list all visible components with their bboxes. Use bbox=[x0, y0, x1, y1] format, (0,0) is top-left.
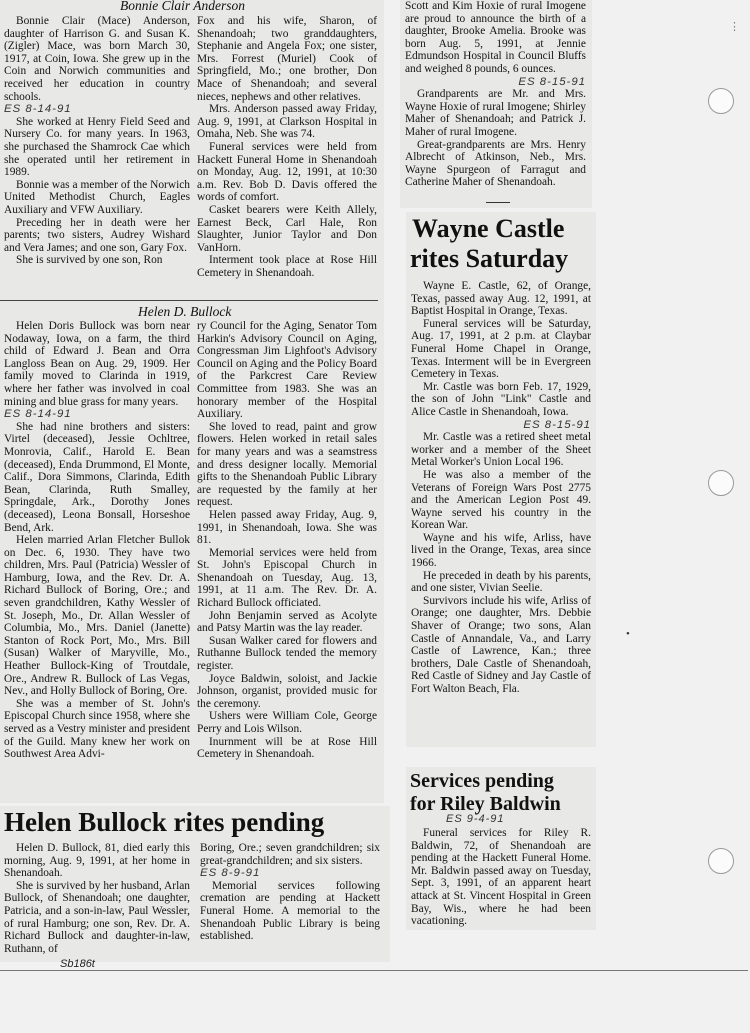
paragraph: Mr. Castle was a retired sheet metal worker and a member of the Sheet Metal Worker's Union Local 196. bbox=[411, 431, 591, 469]
paragraph: Funeral services were held from Hackett Funeral Home in Shenandoah on Monday, Aug. 12, 1991, at 10:30 a.m. Rev. Bob D. Davis offered the words of comfort. bbox=[197, 140, 377, 204]
text-column-right bbox=[197, 15, 377, 295]
clipping-riley-baldwin bbox=[406, 767, 596, 930]
paragraph: She was a member of St. John's Episcopal Church since 1958, where she served as a Vestry minister and president of the Guild. Many knew her work on Southwest Area Advi- bbox=[4, 697, 190, 761]
separator-dash bbox=[486, 202, 510, 203]
paragraph: Helen married Arlan Fletcher Bullok on Dec. 6, 1930. They have two children, Mrs. Paul (Patricia) Wessler of Hamburg, Iowa, and the Rev. Dr. A. Richard Bullock of Boring, Ore.; and seven grandchildren, Kathy Wessler of St. Joseph, Mo., Dr. Allan Wessler of Columbia, Mo., Mrs. Daniel (Janette) Stanton of Rock Port, Mo., Mrs. Bill (Susan) Walker of Maryville, Mo., Heather Bullock-King of Troutdale, Ore., Andrew R. Bullock of Las Vegas, Nev., and Holly Bullock of Boring, Ore. bbox=[4, 534, 190, 698]
paragraph: Casket bearers were Keith Allely, Earnest Beck, Carl Hale, Ron Slaughter, Junior Taylor and Don VanHorn. bbox=[197, 203, 377, 254]
paragraph: Bonnie Clair (Mace) Anderson, daughter of Harrison G. and Susan K. (Zigler) Mace, was born March 30, 1917, at Coin, Iowa. She grew up in the Coin and Norwich communities and received her education in country schools. bbox=[4, 15, 190, 103]
paragraph: Interment took place at Rose Hill Cemetery in Shenandoah. bbox=[197, 254, 377, 279]
paragraph: She is survived by her husband, Arlan Bullock, of Shenandoah; one daughter, Patricia, and a son-in-law, Paul Wessler, of rural Hamburg; one son, Rev. Dr. A. Richard Bullock and daughter-in-law, Ruthann, of bbox=[4, 879, 190, 955]
paragraph: Inurnment will be at Rose Hill Cemetery in Shenandoah. bbox=[197, 735, 377, 761]
paragraph: Boring, Ore.; seven grandchildren; six great-grandchildren; and six sisters. bbox=[200, 842, 380, 867]
speck-mark: • bbox=[626, 628, 630, 640]
handwritten-date: ES 8-14-91 bbox=[4, 103, 72, 116]
paragraph: Funeral services will be Saturday, Aug. 17, 1991, at 2 p.m. at Claybar Funeral Home Chapel in Orange, Texas. Interment will be in Evergreen Cemetery in Texas. bbox=[411, 317, 591, 381]
binder-hole-bottom bbox=[708, 848, 734, 874]
handwritten-reference: Sb186t bbox=[60, 958, 95, 970]
paragraph: He was also a member of the Veterans of Foreign Wars Post 2775 and the American Legion Post 49. Wayne served his country in the Korean War. bbox=[411, 468, 591, 532]
clipping-hoxie-birth bbox=[400, 0, 592, 208]
paragraph: She is survived by one son, Ron bbox=[16, 254, 163, 267]
text-column-right bbox=[200, 842, 380, 960]
divider-rule bbox=[0, 300, 378, 301]
paragraph: He preceded in death by his parents, and one sister, Vivian Seelie. bbox=[411, 569, 591, 595]
text-column-right bbox=[197, 320, 377, 800]
paragraph: Grandparents are Mr. and Mrs. Wayne Hoxie of rural Imogene; Shirley Maher of Shenandoah; and Patrick J. Maher of rural Imogene. bbox=[405, 88, 586, 138]
paragraph: Joyce Baldwin, soloist, and Jackie Johnson, organist, provided music for the ceremony. bbox=[197, 672, 377, 710]
obituary-title: Bonnie Clair Anderson bbox=[120, 0, 246, 13]
handwritten-date: ES 9-4-91 bbox=[446, 813, 505, 825]
binder-hole-top bbox=[708, 88, 734, 114]
clipping-wayne-castle bbox=[406, 212, 596, 747]
clipping-bonnie-anderson bbox=[0, 0, 384, 298]
paragraph: Helen Doris Bullock was born near Nodaway, Iowa, on a farm, the third child of Edward J. Bean and Orra Langloss Bean on Aug. 29, 1909. Her family moved to Clarinda in 1919, where her father was involved in coal mining and blue grass for many years. bbox=[4, 320, 190, 408]
paragraph: Fox and his wife, Sharon, of Shenandoah; two granddaughters, Stephanie and Angela Fox; one sister, Mrs. Forrest (Muriel) Cook of Springfield, Mo.; one brother, Don Mace of Shenandoah; and several nieces, nephews and other relatives. bbox=[197, 15, 377, 103]
obituary-title: Helen D. Bullock bbox=[138, 304, 232, 319]
text-column-left bbox=[4, 320, 190, 800]
paragraph: Memorial services following cremation are pending at Hackett Funeral Home. A memorial to the Shenandoah Public Library is being established. bbox=[200, 879, 380, 943]
binder-hole-middle bbox=[708, 470, 734, 496]
page-edge-mark: ⋮ bbox=[729, 21, 740, 33]
headline: rites Saturday bbox=[410, 244, 569, 273]
paragraph: Preceding her in death were her parents; two sisters, Audrey Wishard and Vera James; and one son, Gary Fox. bbox=[4, 216, 190, 254]
handwritten-date: ES 8-15-91 bbox=[518, 75, 586, 88]
handwritten-date: ES 8-9-91 bbox=[200, 867, 261, 880]
paragraph: Bonnie was a member of the Norwich United Methodist Church, Eagles Auxiliary and VFW Auxiliary. bbox=[4, 178, 190, 216]
paragraph: She worked at Henry Field Seed and Nursery Co. for many years. In 1963, she purchased the Shamrock Cae which she operated until her retirement in 1989. bbox=[4, 115, 190, 179]
handwritten-date: ES 8-14-91 bbox=[4, 408, 72, 421]
paragraph: Mr. Castle was born Feb. 17, 1929, the son of John "Link" Castle and Alice Castle in Shenandoah, Iowa. bbox=[411, 380, 591, 418]
headline: Helen Bullock rites pending bbox=[4, 807, 325, 837]
text-column-left bbox=[4, 842, 190, 960]
paragraph: Memorial services were held from St. John's Episcopal Church in Shenandoah on Tuesday, Aug. 13, 1991, at 11 a.m. The Rev. Dr. A. Richard Bullock officiated. bbox=[197, 546, 377, 610]
paragraph: Susan Walker cared for flowers and Ruthanne Bullock tended the memory register. bbox=[197, 634, 377, 673]
paragraph: Ushers were William Cole, George Perry and Lois Wilson. bbox=[197, 710, 377, 735]
text-column bbox=[411, 280, 591, 745]
paragraph: She had nine brothers and sisters: Virtel (deceased), Jessie Ochltree, Monrovia, Calif., Harold E. Bean (deceased), Enda Drummond, El Monte, Calif., Dora Simmons, Clarinda, Edith Bean, Clarinda, Ruth Smalley, Springdale, Ark., Dorothy Jones (deceased), Leona Bonsall, Horseshoe Bend, Ark. bbox=[4, 420, 190, 534]
paragraph: Survivors include his wife, Arliss of Orange; one daughter, Mrs. Debbie Shaver of Orange; two sons, Alan Castle of Annandale, Va., and Larry Castle of Lawrence, Kan.; three brothers, Dale Castle of Shenandoah, Red Castle of Sidney and Jay Castle of Fort Walton Beach, Fla. bbox=[411, 594, 591, 695]
text-column-left bbox=[4, 15, 190, 295]
page-bottom-edge bbox=[0, 970, 748, 971]
paragraph: Wayne E. Castle, 62, of Orange, Texas, passed away Aug. 12, 1991, at Baptist Hospital in Orange, Texas. bbox=[411, 280, 591, 318]
paragraph: ry Council for the Aging, Senator Tom Harkin's Advisory Council on Aging, Congressman Jim Lighfoot's Advisory Council on Aging and the Policy Board of the Parkcrest Care Review Committee from 1983. She was an honorary member of the Hospital Auxiliary. bbox=[197, 320, 377, 421]
text-column bbox=[411, 827, 591, 927]
paragraph: Great-grandparents are Mrs. Henry Albrecht of Atkinson, Neb., Mrs. Wayne Spurgeon of Farragut and Catherine Maher of Shenandoah. bbox=[405, 138, 586, 189]
text-column bbox=[405, 0, 586, 196]
paragraph: Helen passed away Friday, Aug. 9, 1991, in Shenandoah, Iowa. She was 81. bbox=[197, 508, 377, 547]
paragraph: Scott and Kim Hoxie of rural Imogene are proud to announce the birth of a daughter, Brooke Amelia. Brooke was born Aug. 5, 1991, at Jennie Edmundson Hospital in Council Bluffs and weighed 8 pounds, 6 ounces. bbox=[405, 0, 586, 75]
headline: for Riley Baldwin bbox=[410, 793, 561, 815]
clipping-helen-bullock bbox=[0, 298, 384, 803]
paragraph: Funeral services for Riley R. Baldwin, 72, of Shenandoah are pending at the Hackett Funeral Home. Mr. Baldwin passed away on Tuesday, Sept. 3, 1991, of an apparent heart attack at St. Vincent Hospital in Green Bay, Wis., where he had been vacationing. bbox=[411, 827, 591, 927]
headline: Services pending bbox=[410, 770, 554, 792]
paragraph: Wayne and his wife, Arliss, have lived in the Orange, Texas, area since 1966. bbox=[411, 531, 591, 570]
headline: Wayne Castle bbox=[412, 214, 565, 243]
handwritten-date: ES 8-15-91 bbox=[523, 418, 591, 431]
paragraph: Helen D. Bullock, 81, died early this morning, Aug. 9, 1991, at her home in Shenandoah. bbox=[4, 842, 190, 880]
paragraph: John Benjamin served as Acolyte and Patsy Martin was the lay reader. bbox=[197, 609, 377, 635]
paragraph: Mrs. Anderson passed away Friday, Aug. 9, 1991, at Clarkson Hospital in Omaha, Neb. She was 74. bbox=[197, 103, 377, 141]
clipping-bullock-rites-pending bbox=[0, 806, 390, 962]
paragraph: She loved to read, paint and grow flowers. Helen worked in retail sales for many years and was a seamstress and dress designer locally. Memorial gifts to the Shenandoah Public Library are requested by the family at her request. bbox=[197, 420, 377, 509]
